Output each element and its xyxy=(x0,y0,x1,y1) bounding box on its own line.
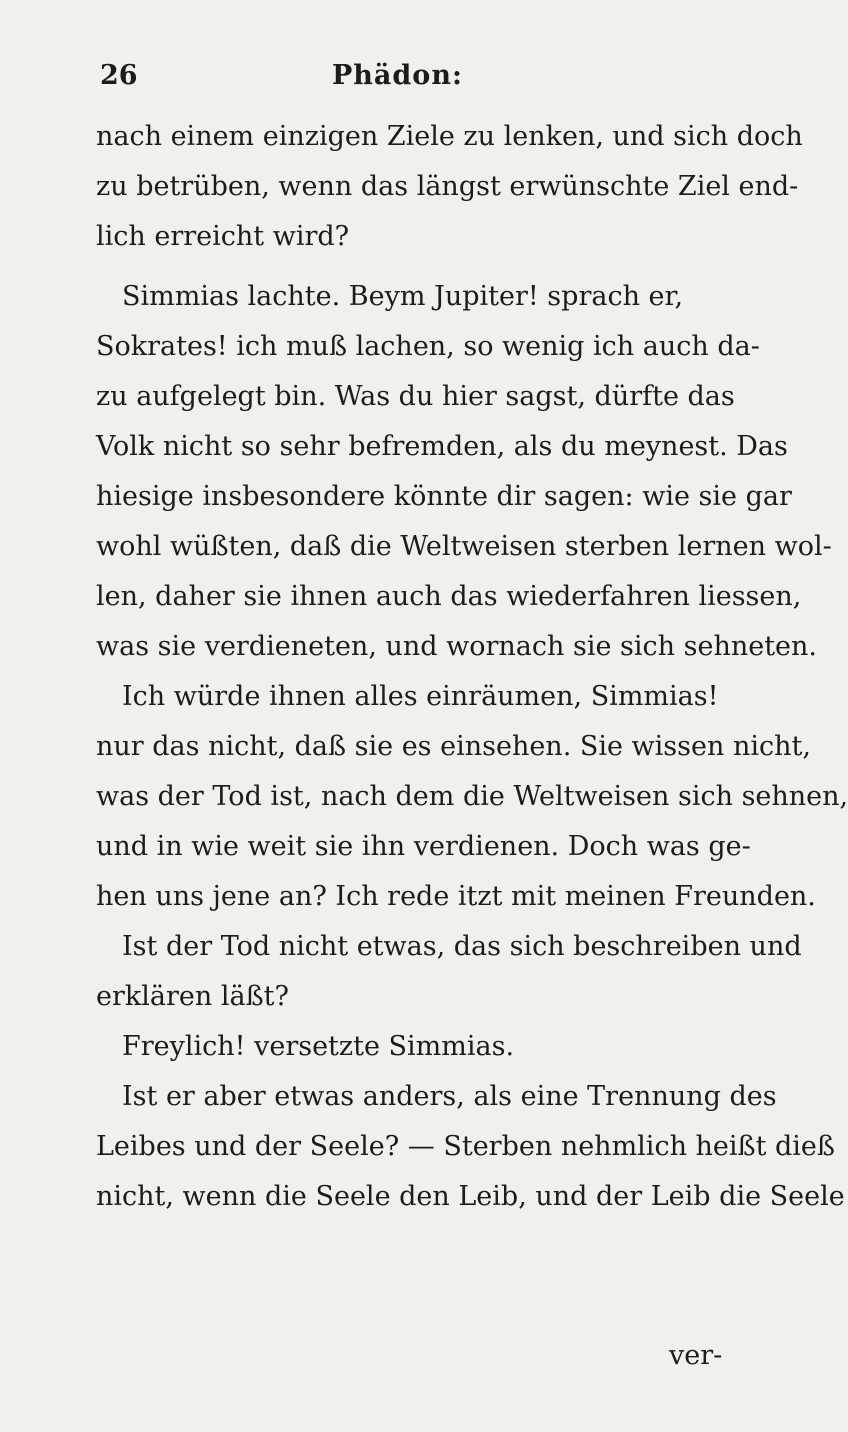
text-line: lich erreicht wird? xyxy=(96,221,350,252)
text-line: was der Tod ist, nach dem die Weltweisen sich sehnen, xyxy=(96,781,848,812)
text-line: zu aufgelegt bin. Was du hier sagst, dürfte das xyxy=(96,381,735,412)
text-line: erklären läßt? xyxy=(96,981,289,1012)
text-line: Leibes und der Seele? — Sterben nehmlich heißt dieß xyxy=(96,1131,835,1162)
text-line: zu betrüben, wenn das längst erwünschte Ziel end- xyxy=(96,171,799,202)
paragraph xyxy=(96,1072,845,1222)
paragraph xyxy=(96,1022,726,1072)
text-line: nur das nicht, daß sie es einsehen. Sie wissen nicht, xyxy=(96,731,811,762)
text-line: hiesige insbesondere könnte dir sagen: wie sie gar xyxy=(96,481,792,512)
text-line: und in wie weit sie ihn verdienen. Doch was ge- xyxy=(96,831,751,862)
paragraph xyxy=(96,922,802,1022)
text-line: Sokrates! ich muß lachen, so wenig ich auch da- xyxy=(96,331,760,362)
text-line: nach einem einzigen Ziele zu lenken, und sich doch xyxy=(96,121,803,152)
text-line: Volk nicht so sehr befremden, als du meynest. Das xyxy=(96,431,788,462)
running-head: Phädon: xyxy=(332,60,463,91)
paragraph xyxy=(96,672,848,922)
text-line: Freylich! versetzte Simmias. xyxy=(122,1031,515,1062)
paragraph xyxy=(96,112,803,262)
text-line: Ist er aber etwas anders, als eine Trennung des xyxy=(122,1081,777,1112)
page-header xyxy=(100,60,700,100)
text-line: Ich würde ihnen alles einräumen, Simmias! xyxy=(122,681,719,712)
paragraph xyxy=(96,272,832,672)
body-text xyxy=(96,112,848,1222)
text-line: wohl wüßten, daß die Weltweisen sterben lernen wol- xyxy=(96,531,832,562)
text-line: nicht, wenn die Seele den Leib, und der Leib die Seele xyxy=(96,1181,845,1212)
text-line: hen uns jene an? Ich rede itzt mit meinen Freunden. xyxy=(96,881,816,912)
text-line: Simmias lachte. Beym Jupiter! sprach er, xyxy=(122,281,684,312)
catchword: ver- xyxy=(669,1340,723,1371)
page-number: 26 xyxy=(100,60,138,91)
text-line: len, daher sie ihnen auch das wiederfahren liessen, xyxy=(96,581,802,612)
text-line: was sie verdieneten, und wornach sie sich sehneten. xyxy=(96,631,818,662)
text-line: Ist der Tod nicht etwas, das sich beschreiben und xyxy=(122,931,802,962)
